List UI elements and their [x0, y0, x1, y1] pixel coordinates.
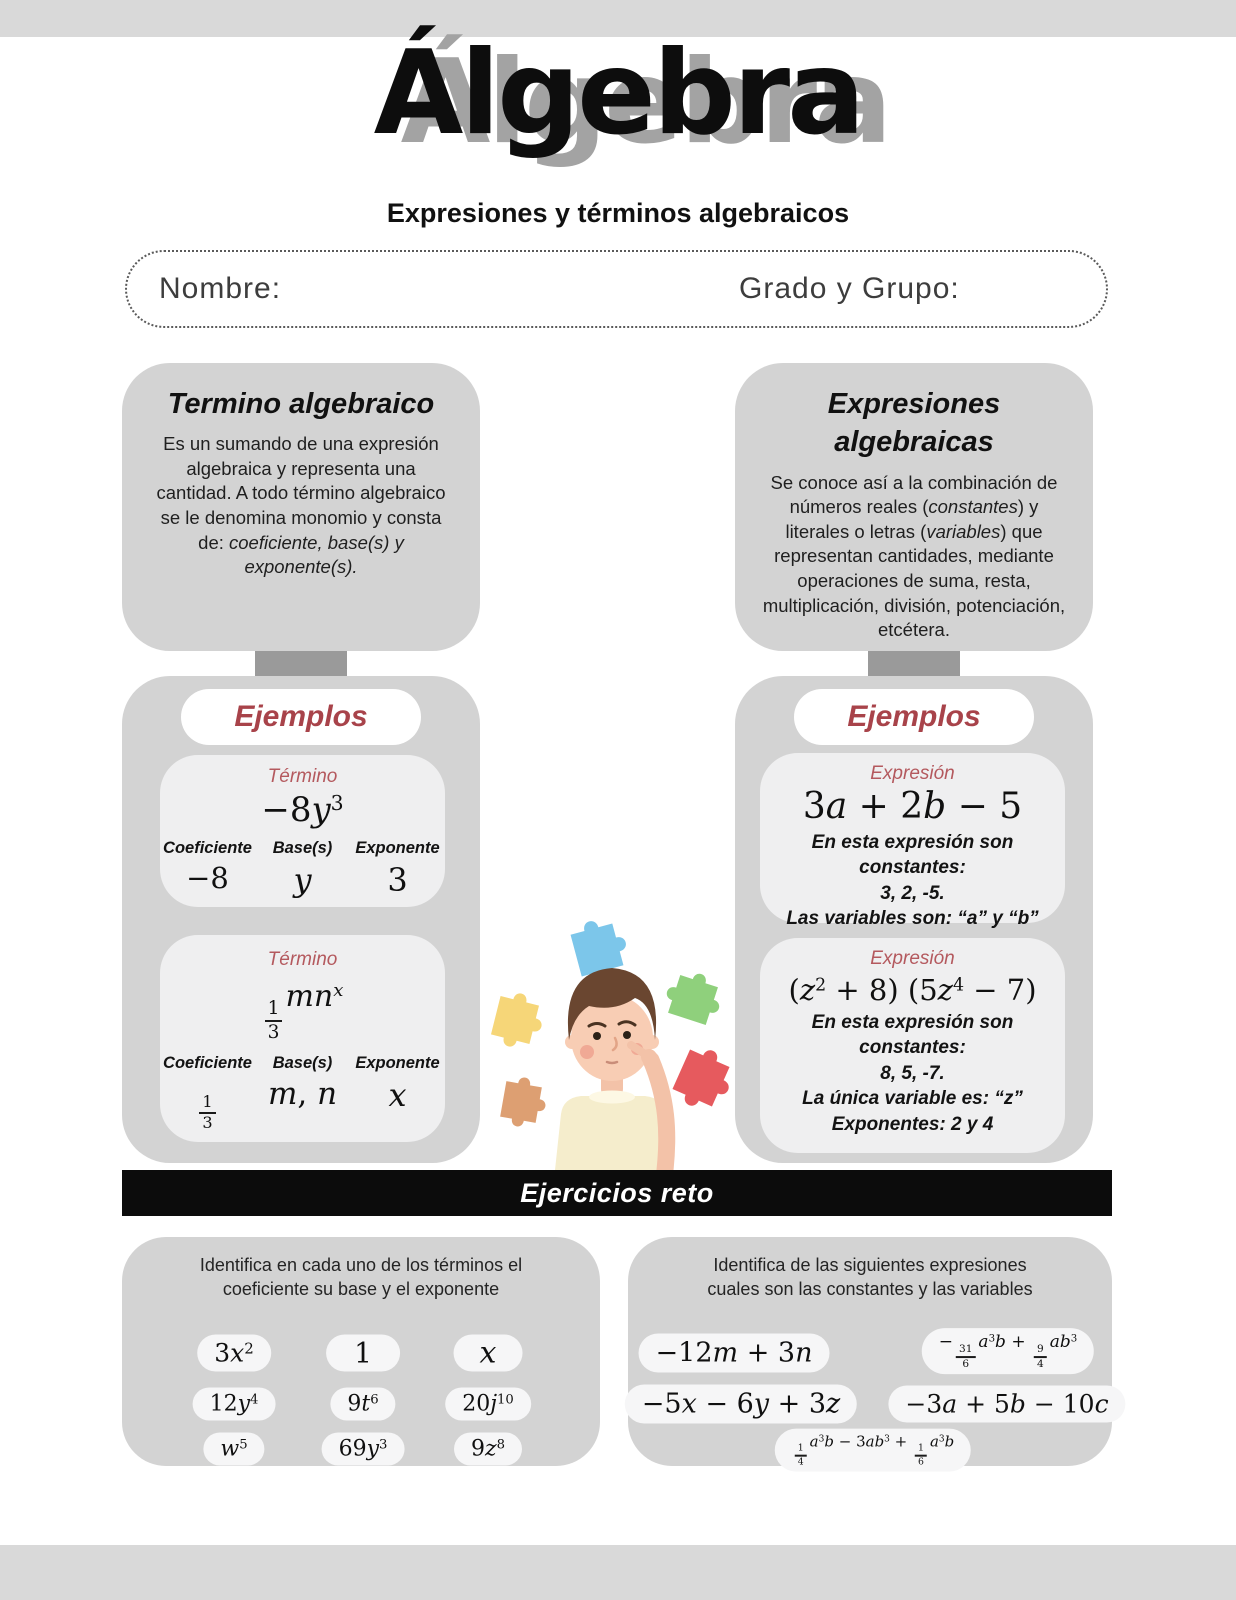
expression-pill: $\frac{1}{4}$ $a^3b - 3ab^3$ + $\frac{1}{6}$ $a^3b$ [775, 1429, 971, 1472]
thinking-boy-illustration [485, 918, 741, 1170]
term-example-2-breakdown [160, 1054, 445, 1131]
coefficient-value: −8 [186, 861, 229, 895]
base-value: m, n [267, 1076, 338, 1113]
base-value: y [293, 861, 312, 899]
breakdown-col [350, 839, 445, 899]
expression-example-2-kicker: Expresión [870, 948, 955, 969]
coefficient-label: Coeficiente [163, 839, 252, 857]
note-line: Las variables son: “a” y “b” [786, 908, 1039, 930]
term-pill: 1 [326, 1335, 400, 1372]
expression-pill: −12m + 3n [639, 1334, 830, 1373]
base-label: Base(s) [272, 1054, 333, 1073]
breakdown-col [160, 839, 255, 899]
term-pill: $9z^8$ [454, 1433, 522, 1466]
text-fragment: se le denomina monomio y consta de: [160, 507, 442, 553]
coefficient-label: Coeficiente [163, 1054, 252, 1073]
expression-pill: − $\frac{31}{6}$ $a^3b$ + $\frac{9}{4}$ $ab^3$ [922, 1328, 1094, 1374]
term-definition-card [122, 363, 480, 651]
expression-example-1 [760, 753, 1065, 930]
exponent-label: Exponente [355, 1054, 440, 1073]
text-fragment-italic: coeficiente, base(s) y exponente(s). [229, 531, 404, 578]
expression-examples-pill [794, 689, 1034, 745]
term-exercises-box [122, 1237, 600, 1466]
instruction-line: Identifica de las siguientes expresiones [713, 1255, 1027, 1275]
note-line: 8, 5, -7. [880, 1062, 945, 1084]
breakdown-col [160, 1054, 255, 1131]
instruction-line: cuales son las constantes y las variables [707, 1279, 1033, 1300]
text-fragment-italic: variables [926, 520, 1001, 542]
text-fragment: Se conoce así a la combinación de números reales ( [770, 471, 1058, 518]
expression-examples-pill-label: Ejemplos [847, 700, 981, 733]
term-example-1 [160, 755, 445, 907]
name-label: Nombre: [159, 272, 282, 305]
puzzle-piece-yellow-icon [489, 989, 548, 1053]
note-line: En esta expresión son [811, 832, 1014, 853]
page-subtitle: Expresiones y términos algebraicos [386, 198, 850, 228]
grade-group-input-area[interactable] [739, 252, 1079, 326]
term-example-1-kicker: Término [267, 766, 338, 787]
expression-example-2-math: $(z^2 + 8) (5z^4 - 7)$ [788, 973, 1037, 1007]
exercises-banner-label: Ejercicios reto [520, 1177, 714, 1208]
note-line: En esta expresión son [811, 1012, 1014, 1033]
breakdown-col [255, 1054, 350, 1131]
term-pill: x [454, 1335, 523, 1372]
term-pill: $9t^6$ [330, 1388, 395, 1421]
page-title: Álgebra [373, 26, 863, 161]
note-line: constantes: [859, 857, 966, 879]
puzzle-piece-orange-icon [499, 1075, 550, 1131]
coefficient-value: $\frac{1}{3}$ [160, 1076, 255, 1131]
term-pill: $12y^4$ [193, 1388, 276, 1421]
page-bottom-margin [0, 1545, 1236, 1600]
base-label: Base(s) [272, 839, 333, 857]
exponent-value: x [388, 1076, 407, 1115]
puzzle-piece-red-icon [669, 1042, 740, 1117]
term-exercises-instructions [122, 1253, 600, 1302]
expression-definition-card [735, 363, 1093, 651]
expression-definition-body [761, 471, 1067, 643]
expression-exercises-box [628, 1237, 1112, 1466]
term-pill: $3x^2$ [197, 1335, 271, 1372]
term-example-2-kicker: Término [267, 949, 338, 970]
expression-definition-title: Expresiones algebraicas [827, 388, 1001, 459]
term-examples-pill [181, 689, 421, 745]
term-definition-title: Termino algebraico [167, 388, 435, 420]
expression-example-1-math: 3a + 2b − 5 [802, 786, 1023, 827]
instruction-line: coeficiente su base y el exponente [222, 1279, 500, 1300]
text-fragment: ) y literales o letras ( [785, 496, 1039, 542]
boy-figure [555, 968, 671, 1170]
expression-pill: −3a + 5b − 10c [888, 1386, 1125, 1423]
term-examples-panel [122, 676, 480, 1163]
term-pill: $20j^{10}$ [445, 1388, 531, 1421]
note-line: 3, 2, -5. [880, 882, 945, 904]
expression-pill: −5x − 6y + 3z [625, 1385, 857, 1424]
breakdown-col [350, 1054, 445, 1131]
expression-exercises-instructions [628, 1253, 1112, 1302]
grade-group-label: Grado y Grupo: [739, 272, 960, 305]
expression-examples-panel [735, 676, 1093, 1163]
term-example-1-math: $-8y^3$ [261, 790, 344, 830]
student-info-bar [125, 250, 1108, 328]
name-input-area[interactable] [159, 252, 579, 326]
exercises-banner [122, 1170, 1112, 1216]
text-fragment: ) que representan cantidades, mediante operaciones de suma, resta, multiplicación, división, potenciación, etcétera. [762, 520, 1066, 641]
term-pill: $w^5$ [203, 1433, 264, 1466]
text-fragment-italic: constantes [928, 496, 1018, 518]
connector-tab-right [868, 646, 960, 680]
exponent-value: 3 [387, 861, 408, 899]
instruction-line: Identifica en cada uno de los términos el [199, 1255, 523, 1275]
exponent-label: Exponente [355, 839, 440, 857]
term-example-2-math: $\frac{1}{3}$ $mn^x$ [160, 979, 445, 1042]
term-example-1-breakdown [160, 839, 445, 899]
breakdown-col [255, 839, 350, 899]
text-fragment: Es un sumando de una expresión algebraica y representa una cantidad. A todo término algebraico [156, 433, 446, 504]
term-example-2 [160, 935, 445, 1142]
term-examples-pill-label: Ejemplos [234, 700, 368, 733]
term-definition-body [148, 432, 454, 580]
expression-example-1-notes [760, 830, 1065, 932]
term-pill: $69y^3$ [322, 1433, 405, 1466]
expression-example-2 [760, 938, 1065, 1153]
note-line: Exponentes: 2 y 4 [831, 1113, 994, 1135]
puzzle-piece-green-icon [661, 966, 727, 1028]
expression-example-1-kicker: Expresión [870, 763, 955, 784]
note-line: La única variable es: “z” [802, 1088, 1023, 1110]
expression-example-2-notes [760, 1010, 1065, 1137]
connector-tab-left [255, 646, 347, 680]
note-line: constantes: [859, 1037, 966, 1059]
